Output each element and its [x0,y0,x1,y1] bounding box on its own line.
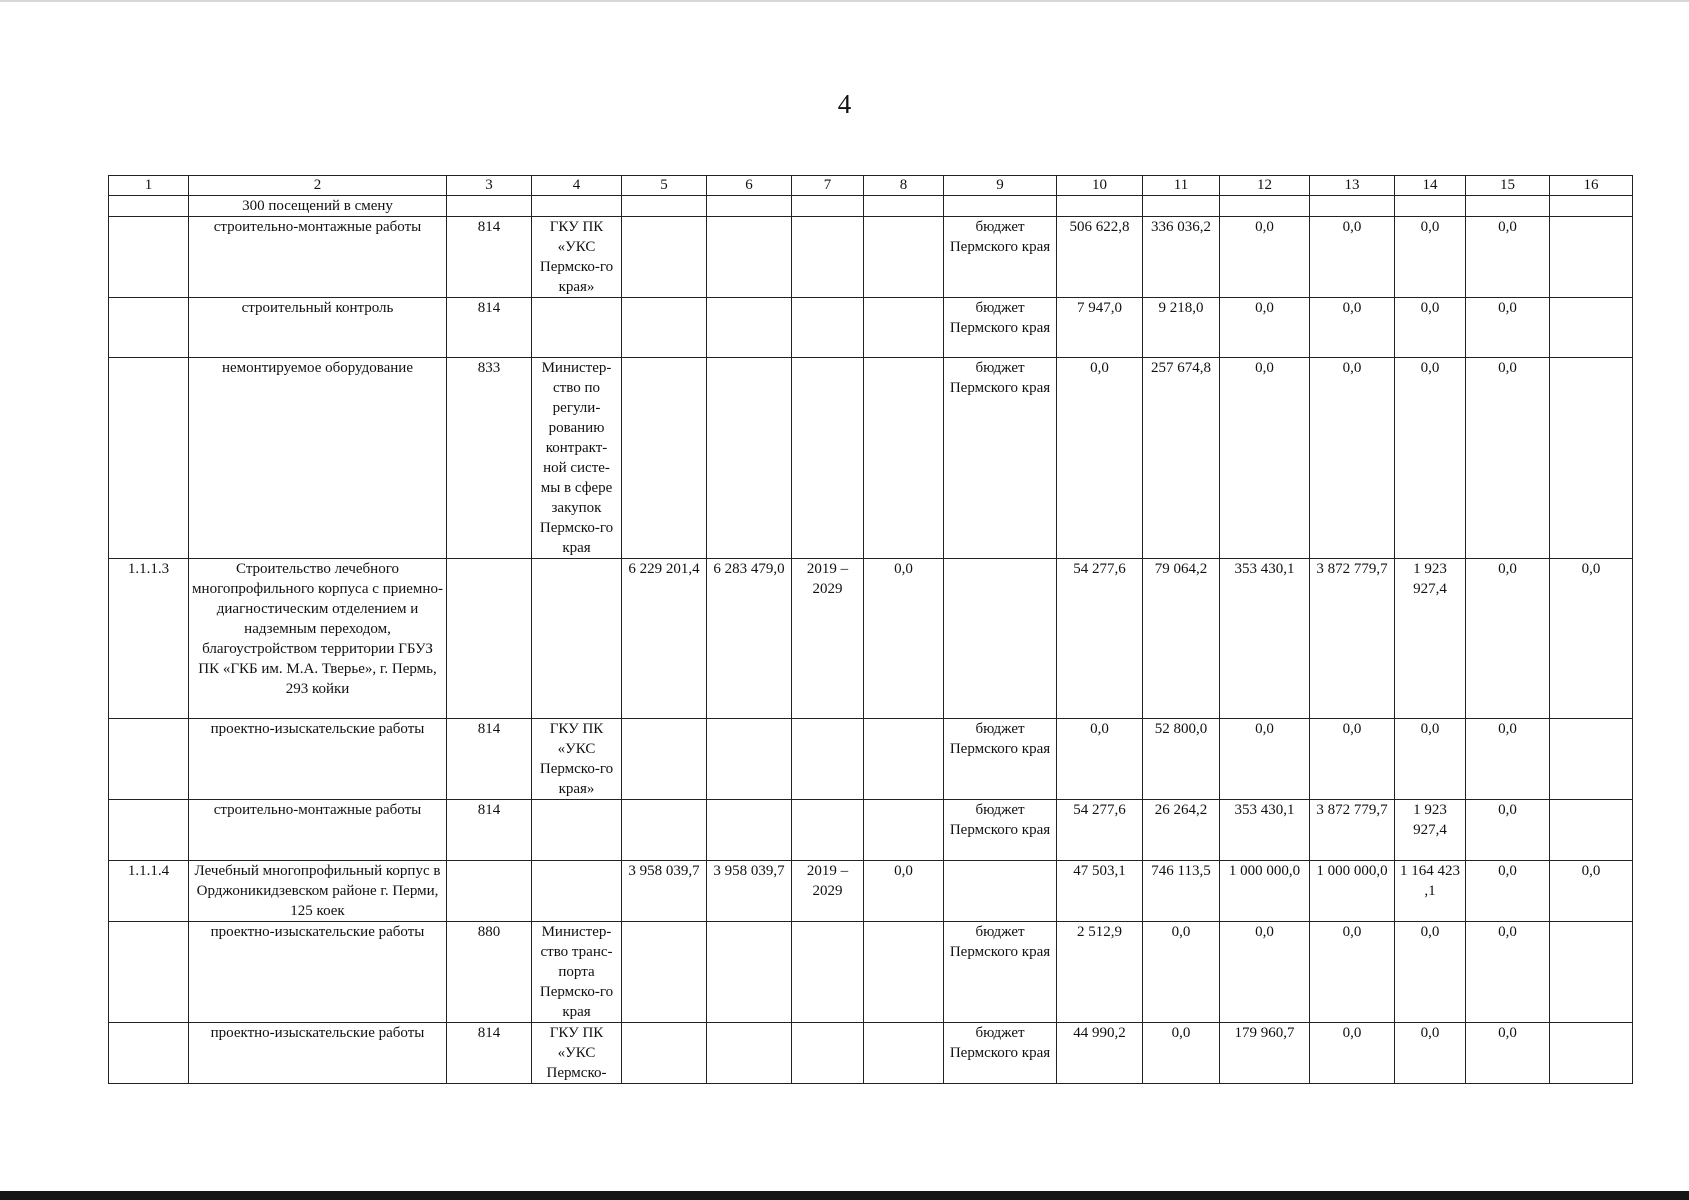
table-cell [864,800,944,861]
table-cell [622,358,707,559]
table-cell: 52 800,0 [1143,719,1220,800]
table-cell: проектно-изыскательские работы [189,922,447,1023]
table-cell: 47 503,1 [1057,861,1143,922]
table-cell: 0,0 [1220,719,1310,800]
table-cell [447,559,532,719]
table-cell [864,1023,944,1084]
header-cell: 3 [447,176,532,196]
table-cell [622,719,707,800]
table-row [109,719,1633,800]
table-cell: 0,0 [1395,922,1466,1023]
table-cell [864,298,944,358]
table-cell: 0,0 [864,559,944,719]
table-cell: 1 164 423 ,1 [1395,861,1466,922]
table-cell [447,861,532,922]
table-cell: 2019 – 2029 [792,861,864,922]
table-cell: 2019 – 2029 [792,559,864,719]
table-cell [109,196,189,217]
table-cell: 2 512,9 [1057,922,1143,1023]
table-cell [1550,719,1633,800]
table-cell [1550,196,1633,217]
table-cell [864,922,944,1023]
table-cell: проектно-изыскательские работы [189,1023,447,1084]
table-cell: 79 064,2 [1143,559,1220,719]
header-row [109,176,1633,196]
header-cell: 9 [944,176,1057,196]
table-cell: 0,0 [1057,358,1143,559]
table-cell [447,196,532,217]
table-cell [864,196,944,217]
table-cell: 0,0 [1466,358,1550,559]
table-cell [792,217,864,298]
table-row [109,922,1633,1023]
table-cell: 814 [447,298,532,358]
table-cell: 0,0 [1466,800,1550,861]
table-cell: бюджет Пермского края [944,217,1057,298]
table-cell: 0,0 [1057,719,1143,800]
table-cell: 44 990,2 [1057,1023,1143,1084]
table-cell [622,922,707,1023]
header-cell: 1 [109,176,189,196]
table-cell: 0,0 [1395,217,1466,298]
table-cell [532,800,622,861]
table-cell: ГКУ ПК «УКС Пермско-го края» [532,217,622,298]
table-cell [944,559,1057,719]
table-cell [792,719,864,800]
table-cell: 0,0 [1310,298,1395,358]
table-cell: 814 [447,719,532,800]
table-cell: 0,0 [1550,861,1633,922]
table-cell: бюджет Пермского края [944,800,1057,861]
table-cell: 1 000 000,0 [1220,861,1310,922]
table-cell [707,217,792,298]
table-cell [864,358,944,559]
header-cell: 13 [1310,176,1395,196]
header-cell: 6 [707,176,792,196]
table-cell [622,1023,707,1084]
table-cell: 0,0 [1220,922,1310,1023]
table-row [109,217,1633,298]
table-cell: 0,0 [1143,1023,1220,1084]
table-cell: 179 960,7 [1220,1023,1310,1084]
table-cell: 0,0 [1310,1023,1395,1084]
table-cell [707,800,792,861]
table-cell [1143,196,1220,217]
table-cell [707,922,792,1023]
table-cell [1395,196,1466,217]
table-cell [109,358,189,559]
table-cell: 0,0 [1466,559,1550,719]
table-cell: 0,0 [1310,719,1395,800]
table-cell [109,217,189,298]
table-cell [109,298,189,358]
table-cell: 0,0 [1466,217,1550,298]
table-cell [792,196,864,217]
table-cell: 0,0 [1395,719,1466,800]
table-cell [532,196,622,217]
header-cell: 11 [1143,176,1220,196]
table-row [109,1023,1633,1084]
table-cell: проектно-изыскательские работы [189,719,447,800]
table-cell: 1 000 000,0 [1310,861,1395,922]
table-cell: строительный контроль [189,298,447,358]
table-cell [109,800,189,861]
table-cell [864,217,944,298]
table-row [109,559,1633,719]
table-cell [532,861,622,922]
table-cell [1550,922,1633,1023]
header-cell: 7 [792,176,864,196]
table-cell: 336 036,2 [1143,217,1220,298]
table-cell: 3 958 039,7 [622,861,707,922]
table-cell: немонтируемое оборудование [189,358,447,559]
table-cell [1550,1023,1633,1084]
header-cell: 4 [532,176,622,196]
table-cell [109,719,189,800]
table-cell: бюджет Пермского края [944,1023,1057,1084]
table-cell [944,861,1057,922]
table-cell [707,719,792,800]
table-cell: бюджет Пермского края [944,719,1057,800]
table-row [109,861,1633,922]
table-cell [622,217,707,298]
table-row [109,358,1633,559]
table-cell [622,298,707,358]
table-cell: 26 264,2 [1143,800,1220,861]
table-cell: 0,0 [1310,217,1395,298]
table-cell: 0,0 [864,861,944,922]
header-cell: 12 [1220,176,1310,196]
table-cell: 54 277,6 [1057,559,1143,719]
table-cell: 0,0 [1466,861,1550,922]
table-cell: 3 872 779,7 [1310,800,1395,861]
table-row [109,196,1633,217]
table-cell: бюджет Пермского края [944,358,1057,559]
table-cell: 814 [447,217,532,298]
table-cell [622,196,707,217]
table-cell [792,358,864,559]
table-cell: 1 923 927,4 [1395,800,1466,861]
table-cell: 0,0 [1395,358,1466,559]
table-cell [109,1023,189,1084]
table-cell: Министер-ство по регули-рованию контракт-ной систе-мы в сфере закупок Пермско-го края [532,358,622,559]
table-cell: строительно-монтажные работы [189,800,447,861]
table-cell: 54 277,6 [1057,800,1143,861]
table-cell: 0,0 [1143,922,1220,1023]
table-cell [532,298,622,358]
table-cell: 814 [447,1023,532,1084]
table-cell: 300 посещений в смену [189,196,447,217]
table-cell [1550,217,1633,298]
table-row [109,298,1633,358]
table-cell: бюджет Пермского края [944,922,1057,1023]
table-cell: Строительство лечебного многопрофильного корпуса с приемно-диагностическим отделением и надземным переходом, благоустройством территории ГБУЗ ПК «ГКБ им. М.А. Тверье», г. Пермь, 293 койки [189,559,447,719]
budget-table [108,175,1633,1084]
table-cell [532,559,622,719]
page-number: 4 [837,89,852,119]
table-cell: 353 430,1 [1220,800,1310,861]
table-cell: 0,0 [1466,1023,1550,1084]
table-cell [864,719,944,800]
table-cell: 746 113,5 [1143,861,1220,922]
table-cell [792,298,864,358]
header-cell: 16 [1550,176,1633,196]
header-cell: 14 [1395,176,1466,196]
table-cell [792,800,864,861]
table-cell: 814 [447,800,532,861]
table-cell [944,196,1057,217]
table-cell [792,922,864,1023]
table-cell: 0,0 [1310,358,1395,559]
table-cell [109,922,189,1023]
table-cell: 0,0 [1466,298,1550,358]
table-cell [1220,196,1310,217]
table-cell: 0,0 [1466,719,1550,800]
table-cell [707,358,792,559]
table-cell: 0,0 [1395,1023,1466,1084]
table-cell: 3 958 039,7 [707,861,792,922]
table-row [109,800,1633,861]
table-cell: ГКУ ПК «УКС Пермско-го края» [532,719,622,800]
table-cell [1550,298,1633,358]
table-cell [622,800,707,861]
table-cell: 0,0 [1220,298,1310,358]
table-cell [1310,196,1395,217]
table-cell: строительно-монтажные работы [189,217,447,298]
table-cell: 0,0 [1220,358,1310,559]
table-cell: 1.1.1.3 [109,559,189,719]
table-cell: 6 229 201,4 [622,559,707,719]
table-cell [1466,196,1550,217]
header-cell: 5 [622,176,707,196]
header-cell: 10 [1057,176,1143,196]
scan-edge-bottom [0,1191,1689,1200]
table-cell: 353 430,1 [1220,559,1310,719]
table-cell [1057,196,1143,217]
table-cell: 0,0 [1550,559,1633,719]
header-cell: 15 [1466,176,1550,196]
table-cell: Министер-ство транс-порта Пермско-го края [532,922,622,1023]
table-cell [707,196,792,217]
header-cell: 2 [189,176,447,196]
table-cell: 0,0 [1220,217,1310,298]
table-cell [707,298,792,358]
table-cell: 833 [447,358,532,559]
table-cell: 1.1.1.4 [109,861,189,922]
table-cell [707,1023,792,1084]
table-cell: 6 283 479,0 [707,559,792,719]
table-cell: 880 [447,922,532,1023]
table-cell: 3 872 779,7 [1310,559,1395,719]
table-cell: ГКУ ПК «УКС Пермско- [532,1023,622,1084]
scan-edge-top [0,0,1689,2]
table-cell: 257 674,8 [1143,358,1220,559]
table-cell [1550,358,1633,559]
table-cell: 9 218,0 [1143,298,1220,358]
table-cell: 0,0 [1395,298,1466,358]
table-cell: 1 923 927,4 [1395,559,1466,719]
table-cell: 0,0 [1310,922,1395,1023]
table-cell: 7 947,0 [1057,298,1143,358]
table-cell: 506 622,8 [1057,217,1143,298]
header-cell: 8 [864,176,944,196]
table-cell: Лечебный многопрофильный корпус в Орджоникидзевском районе г. Перми, 125 коек [189,861,447,922]
table-cell [792,1023,864,1084]
table-cell: 0,0 [1466,922,1550,1023]
table-cell: бюджет Пермского края [944,298,1057,358]
table-cell [1550,800,1633,861]
